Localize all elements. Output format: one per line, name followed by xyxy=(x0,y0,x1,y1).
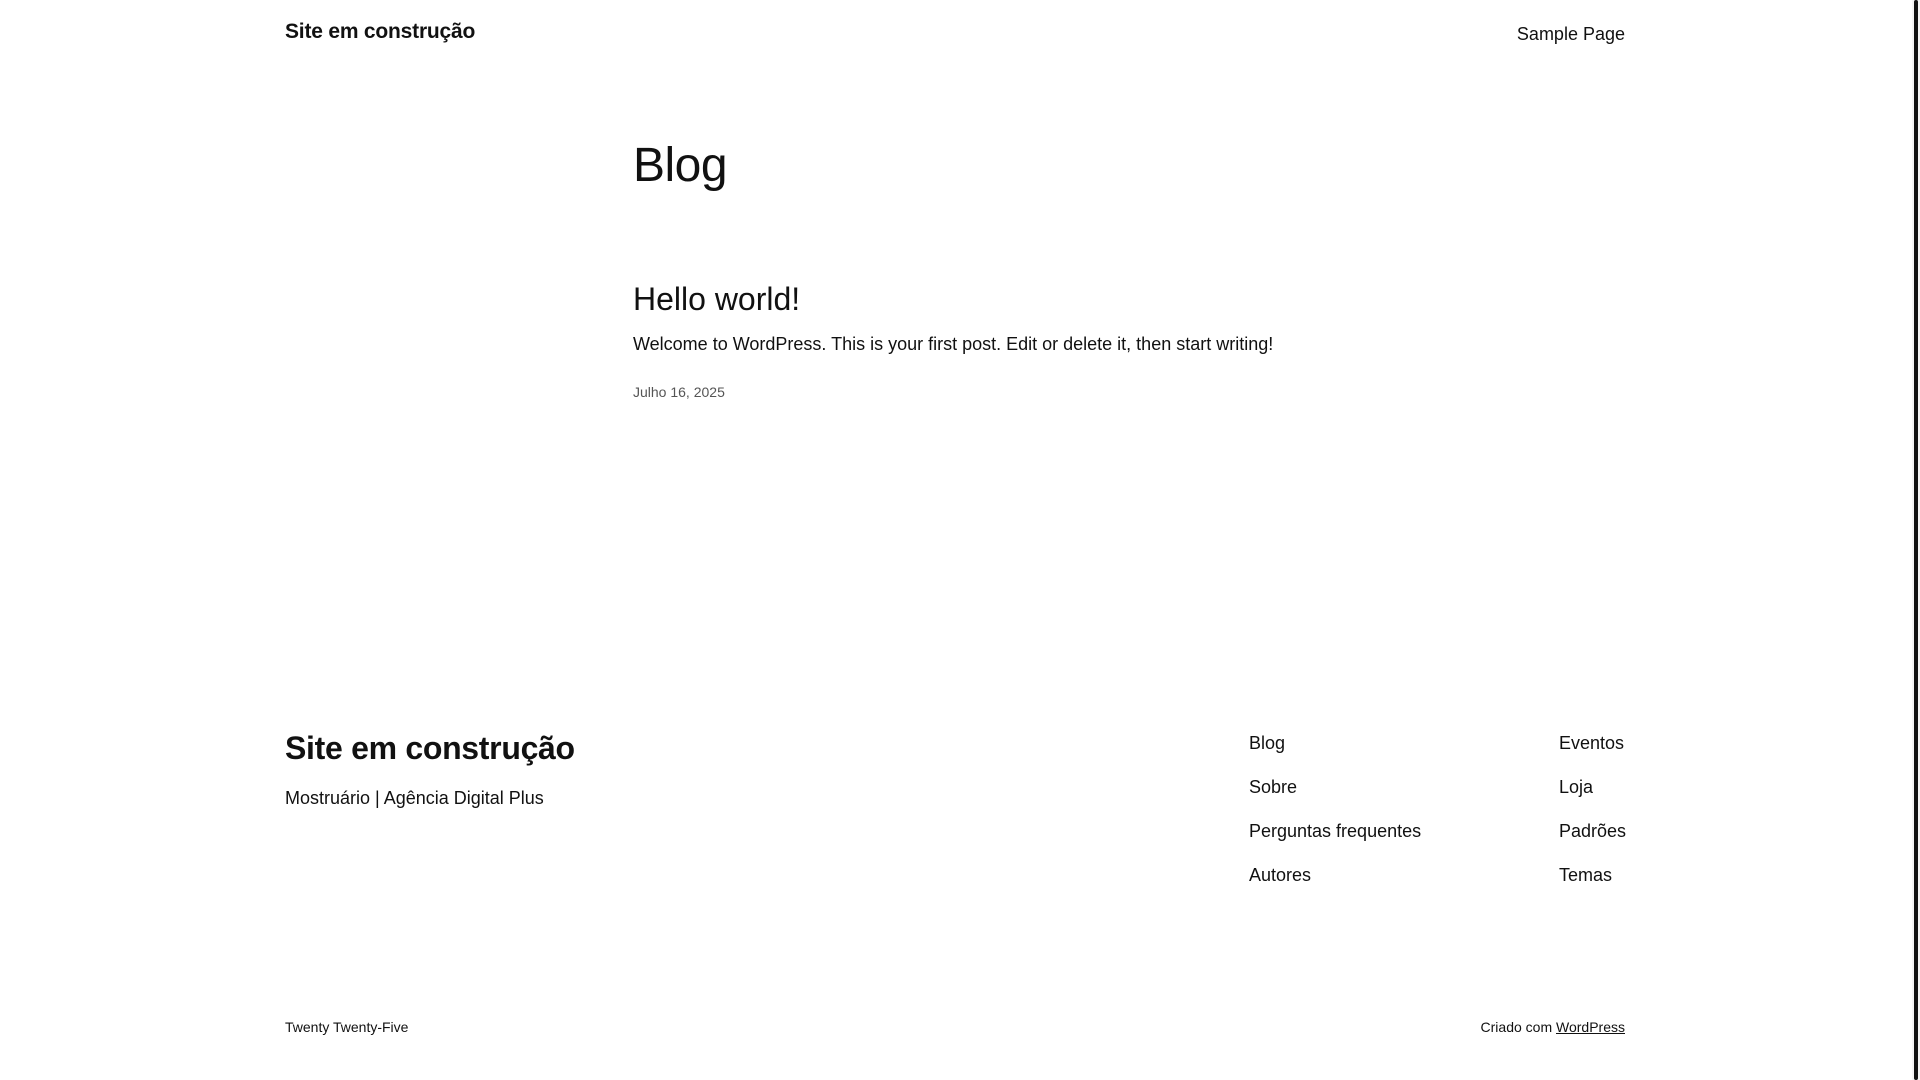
site-title-link[interactable]: Site em construção xyxy=(285,20,476,43)
footer-link-autores[interactable]: Autores xyxy=(1249,865,1312,885)
post-card xyxy=(633,280,1433,400)
footer-link-sobre[interactable]: Sobre xyxy=(1249,777,1298,797)
footer-link-padroes[interactable]: Padrões xyxy=(1559,821,1627,841)
footer-nav-column-2 xyxy=(1559,733,1626,909)
footer-nav-item xyxy=(1249,821,1421,865)
wordpress-credit xyxy=(1481,1019,1625,1035)
footer-nav-item xyxy=(1559,865,1626,909)
footer-nav-item xyxy=(1249,865,1421,909)
nav-item-sample-page[interactable]: Sample Page xyxy=(1516,24,1625,44)
footer-nav-item xyxy=(1559,733,1626,777)
theme-credit: Twenty Twenty-Five xyxy=(285,1019,409,1035)
vertical-scrollbar[interactable] xyxy=(1912,0,1920,1080)
footer-link-loja[interactable]: Loja xyxy=(1559,777,1594,797)
scrollbar-thumb[interactable] xyxy=(1914,0,1918,1080)
footer-tagline: Mostruário | Agência Digital Plus xyxy=(285,788,544,808)
post-title-link[interactable]: Hello world! xyxy=(633,281,801,317)
post-date: Julho 16, 2025 xyxy=(633,384,725,400)
footer-nav-item xyxy=(1559,777,1626,821)
wordpress-link[interactable]: WordPress xyxy=(1556,1019,1625,1035)
footer-nav-item xyxy=(1249,777,1421,821)
footer-nav-item xyxy=(1559,821,1626,865)
main-content xyxy=(633,136,1433,400)
footer-link-blog[interactable]: Blog xyxy=(1249,733,1286,753)
credit-prefix: Criado com xyxy=(1480,1019,1553,1035)
footer-link-temas[interactable]: Temas xyxy=(1559,865,1613,885)
footer-nav-item xyxy=(1249,733,1421,777)
footer-site-title-link[interactable]: Site em construção xyxy=(285,730,575,766)
footer-nav-column-1 xyxy=(1249,733,1421,909)
post-title xyxy=(633,280,1433,318)
post-excerpt: Welcome to WordPress. This is your first post. Edit or delete it, then start writing! xyxy=(633,334,1274,354)
page-title: Blog xyxy=(633,139,728,192)
footer-link-eventos[interactable]: Eventos xyxy=(1559,733,1625,753)
footer-link-perguntas-frequentes[interactable]: Perguntas frequentes xyxy=(1249,821,1422,841)
